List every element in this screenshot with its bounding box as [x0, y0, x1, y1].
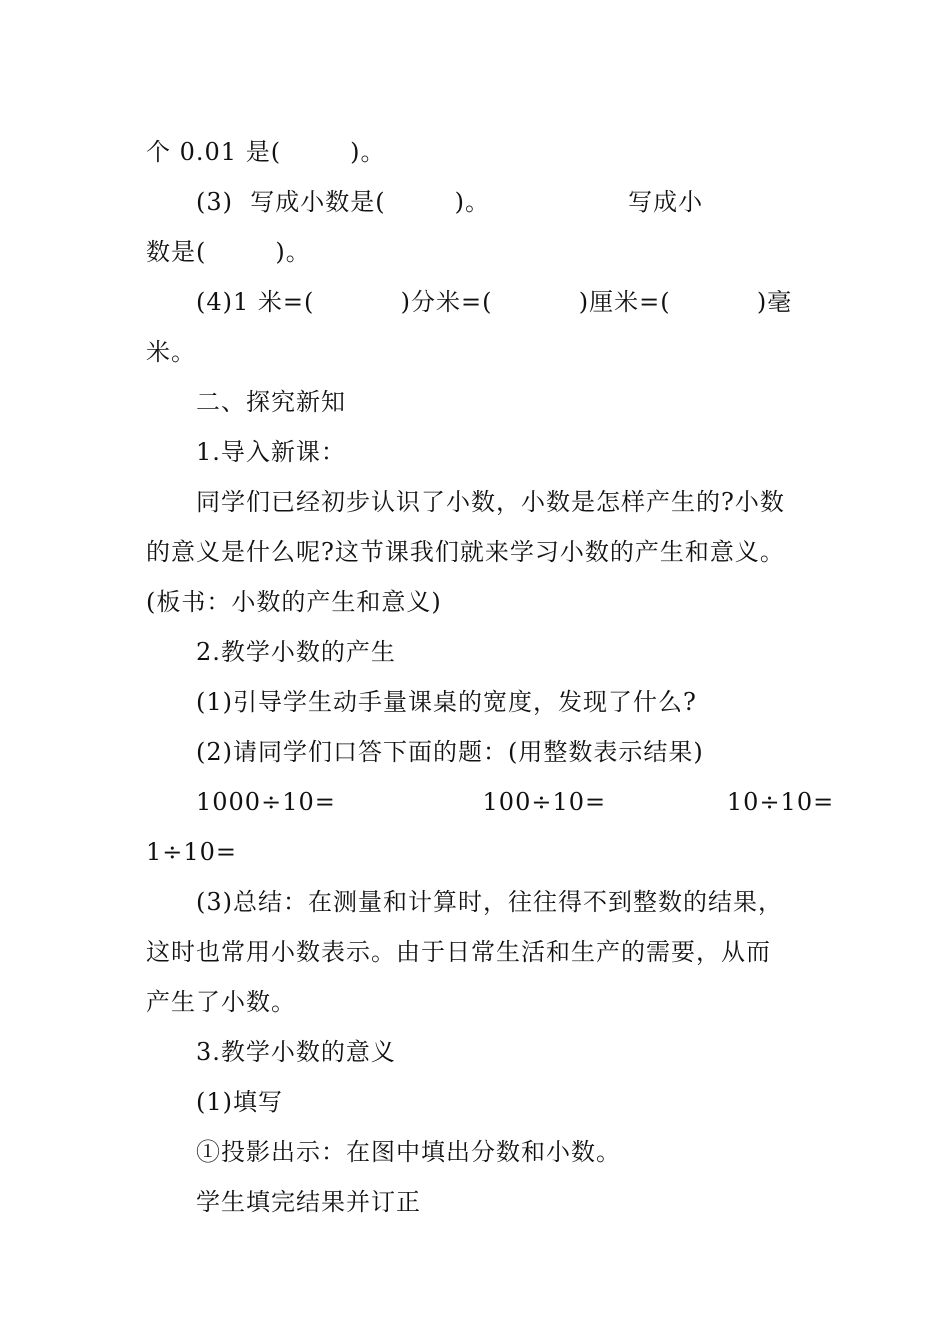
text-line: (1)引导学生动手量课桌的宽度，发现了什么?	[196, 688, 697, 716]
section-heading: 二、探究新知	[196, 388, 346, 416]
subsection-heading: 1.导入新课：	[196, 438, 346, 466]
text-line: 产生了小数。	[146, 988, 296, 1016]
text-line: 的意义是什么呢?这节课我们就来学习小数的产生和意义。	[146, 538, 785, 566]
text-line: (1)填写	[196, 1088, 283, 1116]
text-line: 个 0.01 是( )。	[146, 138, 386, 166]
text-line: 这时也常用小数表示。由于日常生活和生产的需要，从而	[146, 938, 771, 966]
subsection-heading: 2.教学小数的产生	[196, 638, 396, 666]
text-line: 1000÷10= 100÷10= 10÷10=	[196, 788, 835, 816]
text-line: (3)总结：在测量和计算时，往往得不到整数的结果，	[196, 888, 783, 916]
text-line: 学生填完结果并订正	[196, 1188, 421, 1216]
text-line: (4)1 米=( )分米=( )厘米=( )毫	[196, 288, 793, 316]
text-line: (板书：小数的产生和意义)	[146, 588, 442, 616]
text-line: (2)请同学们口答下面的题：(用整数表示结果)	[196, 738, 704, 766]
subsection-heading: 3.教学小数的意义	[196, 1038, 396, 1066]
text-line: 米。	[146, 338, 196, 366]
text-line: 1÷10=	[146, 838, 238, 866]
text-line: 数是( )。	[146, 238, 311, 266]
text-line: ①投影出示：在图中填出分数和小数。	[196, 1138, 621, 1166]
text-line: (3) 写成小数是( )。 写成小	[196, 188, 704, 216]
text-line: 同学们已经初步认识了小数，小数是怎样产生的?小数	[196, 488, 785, 516]
